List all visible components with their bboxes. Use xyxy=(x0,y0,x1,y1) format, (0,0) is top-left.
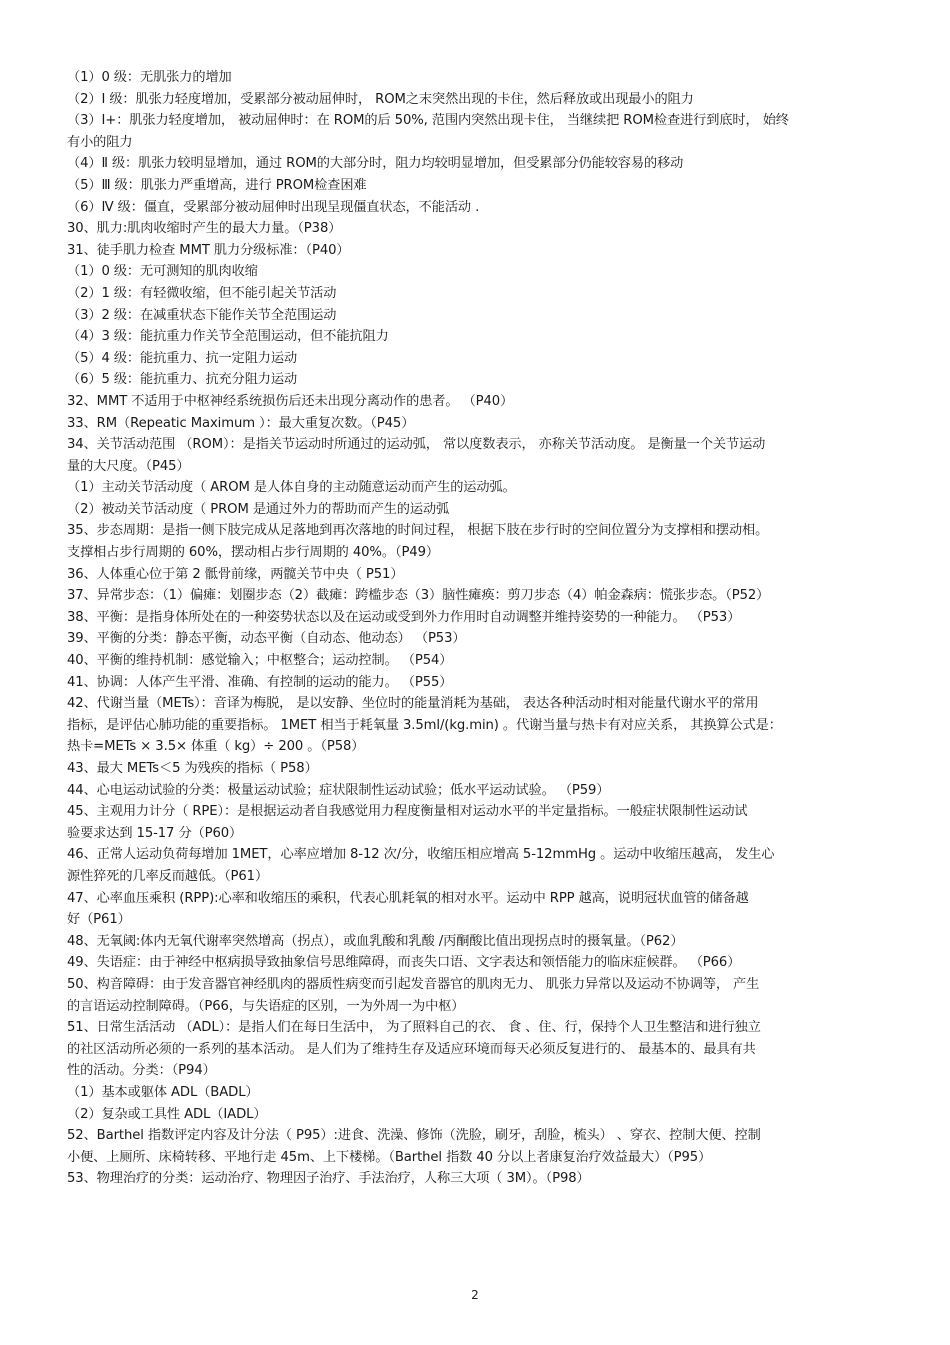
text-line: 34、关节活动范围 （ROM）：是指关节运动时所通过的运动弧， 常以度数表示， 亦称关节活动度。 是衡量一个关节运动 xyxy=(67,437,766,453)
text-line: 35、步态周期：是指一侧下肢完成从足落地到再次落地的时间过程， 根据下肢在步行时的空间位置分为支撑相和摆动相。 xyxy=(67,523,769,539)
text-line: 指标，是评估心肺功能的重要指标。 1MET 相当于耗氧量 3.5ml/(kg.min) 。代谢当量与热卡有对应关系， 其换算公式是： xyxy=(67,717,782,733)
text-line: 40、平衡的维持机制：感觉输入；中枢整合；运动控制。 （P54） xyxy=(67,653,453,669)
text-line: 46、正常人运动负荷每增加 1MET，心率应增加 8-12 次/分，收缩压相应增高 5-12mmHg 。运动中收缩压越高， 发生心 xyxy=(67,847,775,863)
text-line: 验要求达到 15-17 分（P60） xyxy=(67,825,243,841)
text-line: 44、心电运动试验的分类：极量运动试验；症状限制性运动试验；低水平运动试验。 （P59） xyxy=(67,782,610,798)
text-line: （2）1 级：有轻微收缩，但不能引起关节活动 xyxy=(67,285,337,301)
text-line: 49、失语症：由于神经中枢病损导致抽象信号思维障碍，而丧失口语、文字表达和领悟能力的临床症候群。 （P66） xyxy=(67,955,741,971)
text-line: 的社区活动所必须的一系列的基本活动。 是人们为了维持生存及适应环境而每天必须反复进行的、 最基本的、最具有共 xyxy=(67,1041,756,1057)
text-line: 43、最大 METs＜5 为残疾的指标（ P58） xyxy=(67,761,318,776)
text-line: （3）2 级：在减重状态下能作关节全范围运动 xyxy=(67,307,337,323)
text-line: 50、构音障碍：由于发音器官神经肌肉的器质性病变而引起发音器官的肌肉无力、 肌张力异常以及运动不协调等， 产生 xyxy=(67,976,760,992)
text-line: （4）3 级：能抗重力作关节全范围运动，但不能抗阻力 xyxy=(67,329,389,345)
text-line: 小便、上厕所、床椅转移、平地行走 45m、上下楼梯。（Barthel 指数 40 分以上者康复治疗效益最大）（P95） xyxy=(67,1149,712,1165)
document-body xyxy=(67,67,879,1190)
text-line: 38、平衡：是指身体所处在的一种姿势状态以及在运动或受到外力作用时自动调整并维持姿势的一种能力。 （P53） xyxy=(67,609,741,625)
text-line: 好（P61） xyxy=(67,912,131,928)
page-number: 2 xyxy=(471,1288,479,1302)
text-line: 性的活动。分类：（P94） xyxy=(67,1063,216,1079)
text-line: 33、RM（Repeatic Maximum ）：最大重复次数。（P45） xyxy=(67,415,415,431)
text-line: （5）Ⅲ 级：肌张力严重增高，进行 PROM检查困难 xyxy=(67,177,367,193)
text-line: 48、无氧阈:体内无氧代谢率突然增高（拐点），或血乳酸和乳酸 /丙酮酸比值出现拐点时的摄氧量。（P62） xyxy=(67,933,684,949)
text-line: 45、主观用力计分（ RPE）：是根据运动者自我感觉用力程度衡量相对运动水平的半定量指标。一般症状限制性运动试 xyxy=(67,804,748,820)
text-line: 有小的阻力 xyxy=(67,134,133,150)
text-line: 37、异常步态：（1）偏瘫：划圈步态（2）截瘫：跨槛步态（3）脑性瘫痪：剪刀步态（4）帕金森病：慌张步态。（P52） xyxy=(67,588,770,604)
text-line: （2）Ⅰ 级：肌张力轻度增加，受累部分被动屈伸时， ROM之末突然出现的卡住，然后释放或出现最小的阻力 xyxy=(67,91,694,107)
text-line: （6）Ⅳ 级：僵直，受累部分被动屈伸时出现呈现僵直状态，不能活动 . xyxy=(67,199,480,215)
text-line: 42、代谢当量（METs）：音译为梅脱， 是以安静、坐位时的能量消耗为基础， 表达各种活动时相对能量代谢水平的常用 xyxy=(67,696,759,712)
text-line: （2）被动关节活动度（ PROM 是通过外力的帮助而产生的运动弧 xyxy=(67,501,450,517)
text-line: 量的大尺度。（P45） xyxy=(67,458,190,474)
text-line: （6）5 级：能抗重力、抗充分阻力运动 xyxy=(67,372,298,388)
text-line: （1）主动关节活动度（ AROM 是人体自身的主动随意运动而产生的运动弧。 xyxy=(67,480,516,496)
text-line: （4）Ⅱ 级：肌张力较明显增加，通过 ROM的大部分时，阻力均较明显增加，但受累部分仍能较容易的移动 xyxy=(67,156,684,172)
text-line: （1）0 级：无肌张力的增加 xyxy=(67,70,232,85)
text-line: 源性猝死的几率反而越低。（P61） xyxy=(67,868,269,884)
text-line: 41、协调：人体产生平滑、准确、有控制的运动的能力。 （P55） xyxy=(67,674,453,690)
text-line: 53、物理治疗的分类：运动治疗、物理因子治疗、手法治疗，人称三大项（ 3M）。（P98） xyxy=(67,1171,590,1187)
text-line: （2）复杂或工具性 ADL（IADL） xyxy=(67,1106,267,1122)
text-line: 39、平衡的分类：静态平衡，动态平衡（自动态、他动态） （P53） xyxy=(67,631,466,647)
text-line: （5）4 级：能抗重力、抗一定阻力运动 xyxy=(67,350,298,366)
text-line: （1）基本或躯体 ADL（BADL） xyxy=(67,1084,259,1100)
text-line: （3）Ⅰ+：肌张力轻度增加， 被动屈伸时：在 ROM的后 50%, 范围内突然出现卡住， 当继续把 ROM检查进行到底时， 始终 xyxy=(67,113,789,129)
text-line: 31、徒手肌力检查 MMT 肌力分级标准：（P40） xyxy=(67,242,350,258)
text-line: 32、MMT 不适用于中枢神经系统损伤后还未出现分离动作的患者。 （P40） xyxy=(67,393,514,409)
text-line: 支撑相占步行周期的 60%，摆动相占步行周期的 40%。（P49） xyxy=(67,545,439,561)
text-line: 热卡=METs × 3.5× 体重（ kg）÷ 200 。（P58） xyxy=(67,739,365,755)
text-line: 30、肌力:肌肉收缩时产生的最大力量。（P38） xyxy=(67,221,342,237)
text-line: 的言语运动控制障碍。（P66，与失语症的区别，一为外周一为中枢） xyxy=(67,998,465,1014)
text-line: （1）0 级：无可测知的肌肉收缩 xyxy=(67,264,258,280)
text-line: 51、日常生活活动 （ADL）：是指人们在每日生活中， 为了照料自己的衣、 食 、住、行，保持个人卫生整洁和进行独立 xyxy=(67,1020,761,1036)
text-line: 36、人体重心位于第 2 骶骨前缘，两髋关节中央（ P51） xyxy=(67,566,404,582)
text-line: 47、心率血压乘积 (RPP):心率和收缩压的乘积，代表心肌耗氧的相对水平。运动中 RPP 越高，说明冠状血管的储备越 xyxy=(67,890,749,906)
text-line: 52、Barthel 指数评定内容及计分法（ P95）:进食、洗澡、修饰（洗脸，刷牙，刮脸，梳头） 、穿衣、控制大便、控制 xyxy=(67,1128,761,1144)
